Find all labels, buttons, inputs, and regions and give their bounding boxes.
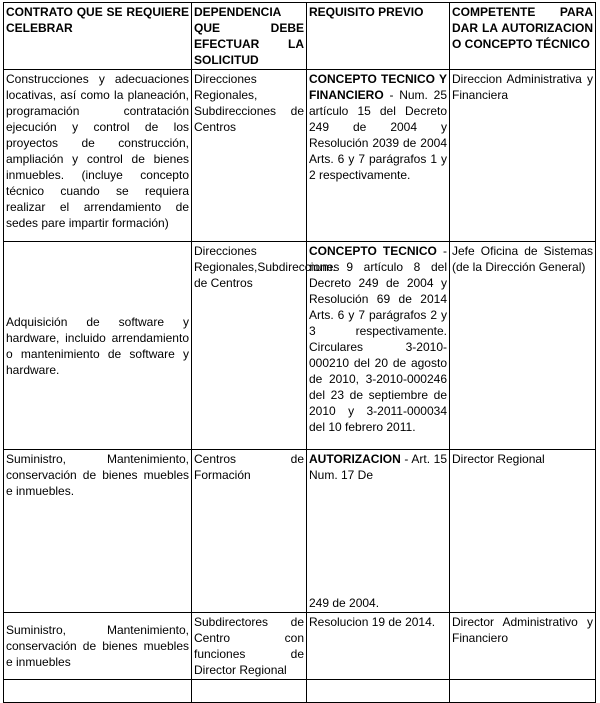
cell-dependencia: Direcciones Regionales, Subdirecciones de Centros bbox=[192, 70, 307, 242]
cell-contrato: Construcciones y adecuaciones locativas, así como la planeación, programación contratación ejecución y control de los proyectos de construcción, ampliación y control de bienes inmuebles. (incluye concepto técnico cuando se requiera realizar el arrendamiento de sedes pare impartir formación) bbox=[4, 70, 192, 242]
table-row bbox=[4, 70, 596, 242]
cell-competente: Director Regional bbox=[450, 450, 596, 613]
cell-empty bbox=[450, 680, 596, 703]
requisito-tail: 249 de 2004. bbox=[309, 596, 380, 610]
table-row-partial bbox=[4, 680, 596, 703]
cell-competente: Jefe Oficina de Sistemas (de la Dirección General) bbox=[450, 242, 596, 450]
cell-requisito bbox=[307, 450, 450, 613]
requisito-text: - Art. 15 Num. 17 De bbox=[309, 452, 447, 482]
cell-contrato: Adquisición de software y hardware, incluido arrendamiento o mantenimiento de software y hardware. bbox=[4, 242, 192, 450]
cell-competente: Direccion Administrativa y Financiera bbox=[450, 70, 596, 242]
header-contrato: CONTRATO QUE SE REQUIERE CELEBRAR bbox=[4, 3, 192, 70]
cell-empty bbox=[192, 680, 307, 703]
cell-requisito bbox=[307, 242, 450, 450]
cell-contrato: Suministro, Mantenimiento, conservación de bienes muebles e inmuebles. bbox=[4, 450, 192, 613]
table-row bbox=[4, 450, 596, 613]
cell-contrato: Suministro, Mantenimiento, conservación de bienes muebles e inmuebles bbox=[4, 613, 192, 680]
header-row bbox=[4, 3, 596, 70]
cell-dependencia: Centros de Formación bbox=[192, 450, 307, 613]
cell-dependencia: Direcciones Regionales,Subdirecciones de Centros bbox=[192, 242, 307, 450]
table-row bbox=[4, 242, 596, 450]
requisito-text: - Num. 25 artículo 15 del Decreto 249 de 2004 y Resolución 2039 de 2004 Arts. 6 y 7 parágrafos 1 y 2 respectivamente. bbox=[309, 88, 447, 182]
authorization-table bbox=[3, 2, 596, 703]
cell-empty bbox=[307, 680, 450, 703]
cell-requisito: Resolucion 19 de 2014. bbox=[307, 613, 450, 680]
cell-dependencia: Subdirectores de Centro con funciones de Director Regional bbox=[192, 613, 307, 680]
table-row bbox=[4, 613, 596, 680]
cell-competente: Director Administrativo y Financiero bbox=[450, 613, 596, 680]
header-dependencia: DEPENDENCIA QUE DEBE EFECTUAR LA SOLICITUD bbox=[192, 3, 307, 70]
document-page bbox=[3, 2, 595, 703]
cell-empty bbox=[4, 680, 192, 703]
header-competente: COMPETENTE PARA DAR LA AUTORIZACION O CONCEPTO TÉCNICO bbox=[450, 3, 596, 70]
requisito-text: - num. 9 artículo 8 del Decreto 249 de 2004 y Resolución 69 de 2014 Arts. 6 y 7 parágrafos 2 y 3 respectivamente. Circulares 3-2010-000210 del 20 de agosto de 2010, 3-2010-000246 del 23 de septiembre de 2010 y 3-2011-000034 del 10 febrero 2011. bbox=[309, 244, 447, 434]
requisito-bold: CONCEPTO TECNICO bbox=[309, 244, 437, 258]
header-requisito: REQUISITO PREVIO bbox=[307, 3, 450, 70]
blank-space bbox=[309, 483, 447, 595]
cell-requisito bbox=[307, 70, 450, 242]
requisito-bold: AUTORIZACION bbox=[309, 452, 401, 466]
requisito-bold: CONCEPTO TECNICO Y FINANCIERO bbox=[309, 72, 447, 102]
